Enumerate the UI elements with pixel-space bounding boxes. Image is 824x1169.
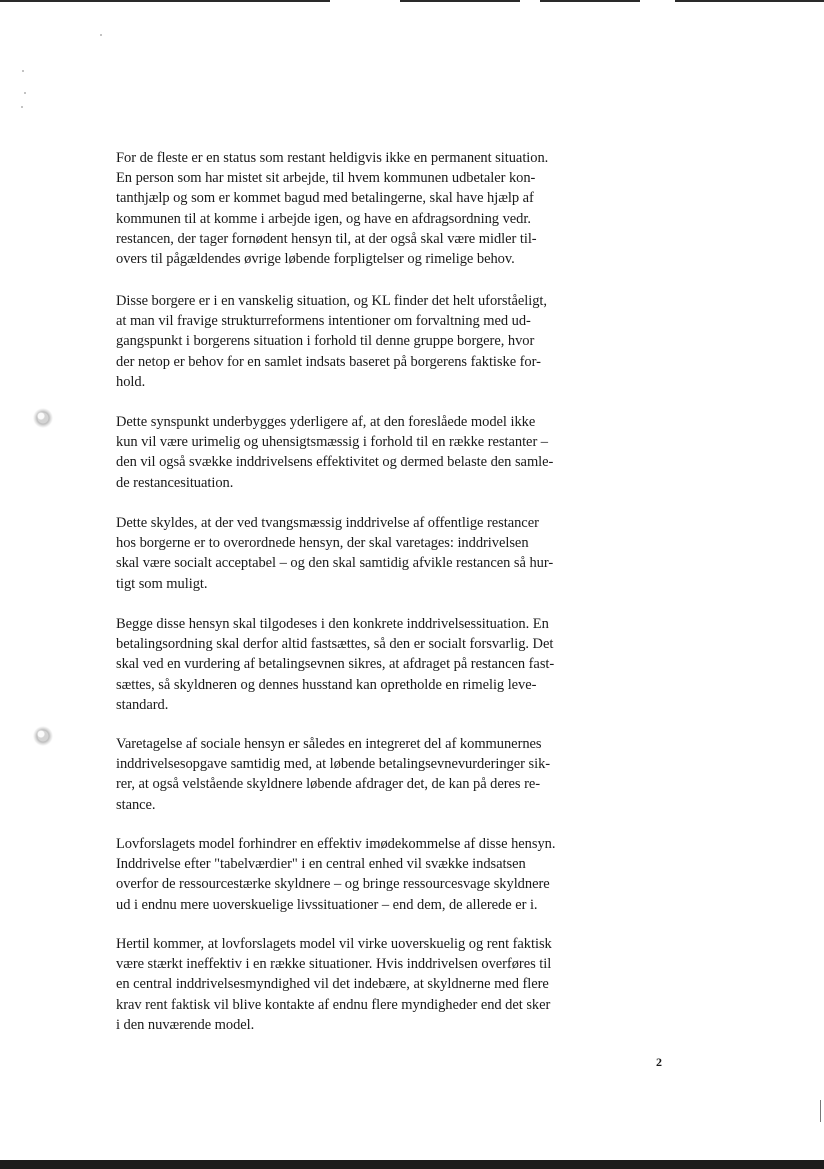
scan-speck xyxy=(22,70,24,72)
punch-hole-mark xyxy=(33,408,53,428)
paragraph: Disse borgere er i en vanskelig situation, og KL finder det helt uforståeligt, at man vil fravige strukturreformens intentioner om forvaltning med ud- gangspunkt i borgerens situation i forhold til denne gruppe borgere, hvor der netop er behov for en samlet indsats baseret på borgerens faktiske for- hold. xyxy=(116,293,547,390)
scan-speck xyxy=(21,106,23,108)
scan-bottom-edge xyxy=(0,1160,824,1169)
scan-edge-gap xyxy=(640,0,675,2)
scan-mark xyxy=(820,1100,821,1122)
page-number: 2 xyxy=(656,1055,662,1069)
scan-edge-gap xyxy=(330,0,400,2)
scan-speck xyxy=(24,92,26,94)
scan-top-edge xyxy=(0,0,824,2)
paragraph: Dette skyldes, at der ved tvangsmæssig inddrivelse af offentlige restancer hos borgerne er to overordnede hensyn, der skal varetages: inddrivelsen skal være socialt acceptabel – og den skal samtidig afvikle restancen så hur- tigt som muligt. xyxy=(116,515,554,592)
paragraph: Hertil kommer, at lovforslagets model vil virke uoverskuelig og rent faktisk være stærkt ineffektiv i en række situationer. Hvis inddrivelsen overføres til en central inddrivelsesmyndighed vil det indebære, at skyldnerne med flere krav rent faktisk vil blive kontakte af endnu flere myndigheder end det sker i den nuværende model. xyxy=(116,936,552,1033)
paragraph: Varetagelse af sociale hensyn er således en integreret del af kommunernes inddrivelsesopgave samtidig med, at løbende betalingsevnevurderinger sik- rer, at også velstående skyldnere løbende afdrager det, de kan på deres re- stance. xyxy=(116,736,551,813)
punch-hole-mark xyxy=(33,726,53,746)
paragraph: Dette synspunkt underbygges yderligere af, at den foreslåede model ikke kun vil være urimelig og uhensigtsmæssig i forhold til en række restanter – den vil også svække inddrivelsens effektivitet og dermed belaste den samle- de restancesituation. xyxy=(116,414,554,491)
paragraph: Begge disse hensyn skal tilgodeses i den konkrete inddrivelsessituation. En betalingsordning skal derfor altid fastsættes, så den er socialt forsvarlig. Det skal ved en vurdering af betalingsevnen sikres, at afdraget på restancen fast- sættes, så skyldneren og dennes husstand kan opretholde en rimelig leve- standard. xyxy=(116,616,555,713)
scan-speck xyxy=(100,34,102,36)
scan-edge-gap xyxy=(520,0,540,2)
paragraph: Lovforslagets model forhindrer en effektiv imødekommelse af disse hensyn. Inddrivelse efter "tabelværdier" i en central enhed vil svække indsatsen overfor de ressourcestærke skyldnere – og bringe ressourcesvage skyldnere ud i endnu mere uoverskuelige livssituationer – end dem, de allerede er i. xyxy=(116,836,556,913)
paragraph: For de fleste er en status som restant heldigvis ikke en permanent situation. En person som har mistet sit arbejde, til hvem kommunen udbetaler kon- tanthjælp og som er kommet bagud med betalingerne, skal have hjælp af kommunen til at komme i arbejde igen, og have en afdragsordning vedr. restancen, der tager fornødent hensyn til, at der også skal være midler til- overs til pågældendes øvrige løbende forpligtelser og rimelige behov. xyxy=(116,150,549,268)
